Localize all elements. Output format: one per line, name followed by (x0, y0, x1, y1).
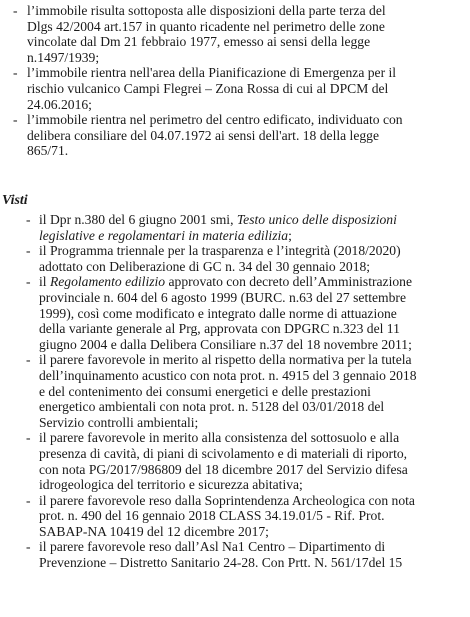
list-item (0, 430, 468, 492)
list-item (0, 539, 468, 570)
line: prot. n. 490 del 16 gennaio 2018 CLASS 34.19.01/5 - Rif. Prot. (39, 508, 385, 524)
line: il Regolamento edilizio approvato con decreto dell’Amministrazione (39, 274, 412, 290)
line: Dlgs 42/2004 art.157 in quanto ricadente nel perimetro delle zone (27, 18, 385, 34)
list-item (0, 3, 468, 65)
line: della variante generale al Prg, approvata con DPGRC n.323 del 11 (39, 321, 400, 337)
visti-list (0, 212, 468, 571)
line: presenza di cavità, di piani di scivolamento e di materiali di riporto, (39, 445, 408, 461)
top-list (0, 3, 468, 159)
list-item (0, 352, 468, 430)
regolamento-italic: Regolamento edilizio (49, 274, 166, 290)
line: delibera consiliare del 04.07.1972 ai sensi dell'art. 18 della legge (27, 127, 379, 143)
bullet: - (13, 3, 18, 18)
line: 24.06.2016; (27, 96, 92, 112)
bullet: - (26, 539, 31, 555)
list-item (0, 212, 468, 243)
list-item (0, 65, 468, 112)
bullet: - (26, 430, 31, 446)
line: il parere favorevole reso dall’Asl Na1 Centro – Dipartimento di (39, 539, 386, 555)
line: legislative e regolamentari in materia edilizia; (39, 227, 292, 243)
line: 865/71. (27, 143, 69, 159)
line: adottato con Deliberazione di GC n. 34 del 30 gennaio 2018; (39, 258, 371, 274)
list-item (0, 243, 468, 274)
line: il parere favorevole in merito alla consistenza del sottosuolo e alla (39, 430, 400, 446)
bullet: - (26, 352, 31, 368)
line: 1999), così come modificato e integrato dalle norme di attuazione (39, 305, 397, 321)
law-title-italic-cont: legislative e regolamentari in materia edilizia (39, 227, 289, 243)
line: n.1497/1939; (27, 49, 100, 65)
line: con nota PG/2017/986809 del 18 dicembre 2017 del Servizio difesa (39, 461, 408, 477)
line-text-prefix: il Dpr n.380 del 6 giugno 2001 smi, (39, 212, 237, 227)
bullet: - (26, 274, 31, 290)
line: SABAP-NA 10419 del 12 dicembre 2017; (39, 523, 269, 539)
line: l’immobile rientra nell'area della Pianificazione di Emergenza per il (27, 65, 397, 81)
list-item (0, 493, 468, 540)
bullet: - (13, 112, 18, 128)
line: dell’inquinamento acustico con nota prot. n. 4915 del 3 gennaio 2018 (39, 367, 417, 383)
section-heading: Visti (2, 193, 28, 208)
law-title-italic: Testo unico delle disposizioni (236, 212, 397, 227)
line: Prevenzione – Distretto Sanitario 24-28. Con Prtt. N. 561/17del 15 (39, 555, 403, 571)
line: l’immobile risulta sottoposta alle disposizioni della parte terza del (27, 3, 386, 18)
bullet: - (26, 492, 31, 508)
line: rischio vulcanico Campi Flegrei – Zona Rossa di cui al DPCM del (27, 80, 389, 96)
line: l’immobile rientra nel perimetro del centro edificato, individuato con (27, 112, 403, 128)
list-item (0, 274, 468, 352)
line: vincolate dal Dm 21 febbraio 1977, emesso ai sensi della legge (27, 34, 371, 50)
line: provinciale n. 604 del 6 agosto 1999 (BURC. n.63 del 27 settembre (39, 289, 406, 305)
line: il parere favorevole reso dalla Soprintendenza Archeologica con nota (39, 492, 415, 508)
line: Servizio controlli ambientali; (39, 414, 199, 430)
list-item (0, 112, 468, 159)
bullet: - (26, 243, 31, 259)
line: giugno 2004 e dalla Delibera Consiliare n.37 del 18 novembre 2011; (39, 336, 412, 352)
bullet: - (13, 65, 18, 81)
line: il parere favorevole in merito al rispetto della normativa per la tutela (39, 352, 412, 368)
line: energetico ambientali con nota prot. n. 5128 del 03/01/2018 del (39, 399, 385, 415)
bullet: - (26, 212, 31, 227)
line (39, 212, 468, 228)
line: idrogeologica del territorio e sicurezza abitativa; (39, 477, 303, 493)
line: il Programma triennale per la trasparenza e l’integrità (2018/2020) (39, 243, 401, 259)
line: e del contenimento dei consumi energetici e delle prestazioni (39, 383, 371, 399)
